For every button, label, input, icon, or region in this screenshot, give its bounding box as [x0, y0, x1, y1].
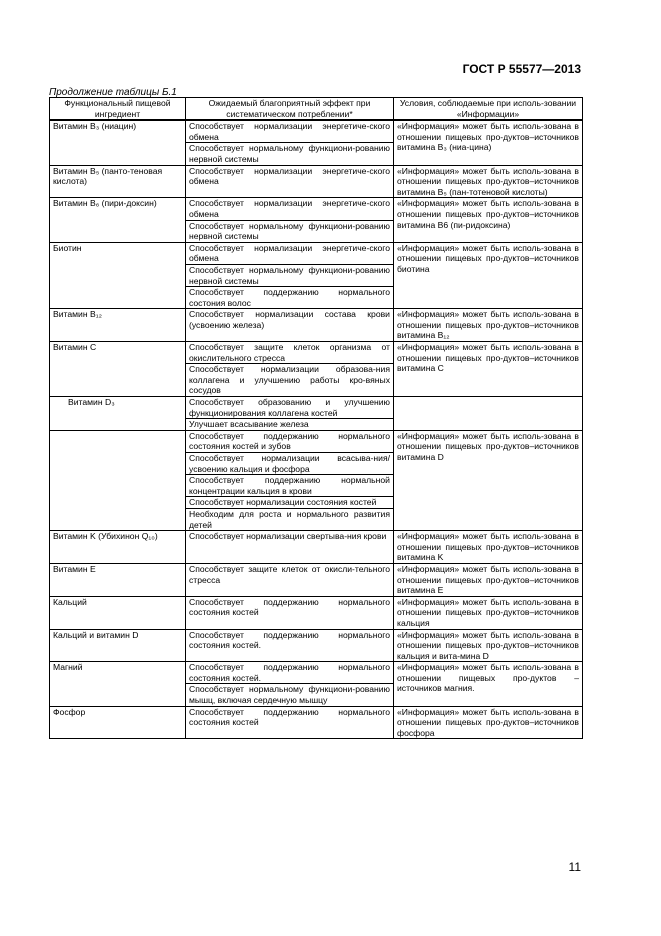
- effect-item: Способствует нормализации энергетиче-ского обмена: [189, 198, 390, 219]
- conditions-cell: «Информация» может быть исполь-зована в отношении пищевых про-дуктов–источников витамина C: [394, 342, 583, 397]
- conditions-cell: «Информация» может быть исполь-зована в отношении пищевых про-дуктов–источников биотина: [394, 242, 583, 309]
- conditions-cell: «Информация» может быть исполь-зована в отношении пищевых про-дуктов–источников витамина B6 (пи-ридоксина): [394, 198, 583, 242]
- table-row: [50, 596, 583, 629]
- effects-cell: [186, 596, 394, 629]
- functional-ingredients-table: [49, 97, 583, 739]
- header-conditions: Условия, соблюдаемые при исполь-зовании «Информации»: [394, 98, 583, 121]
- conditions-cell: «Информация» может быть исполь-зована в отношении пищевых про-дуктов–источников витамина B₅ (пан-тотеновой кислоты): [394, 165, 583, 198]
- effect-item: Способствует поддержанию нормального состония волос: [186, 286, 393, 308]
- document-code: ГОСТ Р 55577—2013: [462, 62, 581, 76]
- effects-cell: [186, 342, 394, 397]
- table-row: [50, 563, 583, 596]
- table-row: [50, 309, 583, 342]
- ingredient-cell: Витамин B₃ (ниацин): [50, 120, 186, 165]
- effect-item: Способствует нормализации энергетиче-ского обмена: [189, 242, 390, 264]
- ingredient-cell: Кальций: [50, 596, 186, 629]
- table-row: [50, 430, 583, 530]
- effects-cell: [186, 706, 394, 739]
- effect-item: Способствует нормализации образова-ния коллагена и улучшению работы кро-вяных сосудов: [186, 363, 393, 396]
- effect-item: Способствует нормализации свертыва-ния крови: [189, 531, 387, 542]
- effects-cell: [186, 563, 394, 596]
- effects-cell: [186, 242, 394, 309]
- effects-cell: [186, 430, 394, 530]
- effect-item: Способствует поддержанию нормального состояния костей: [189, 596, 390, 618]
- effect-item: Улучшает всасывание железа: [186, 418, 393, 430]
- effects-cell: [186, 629, 394, 662]
- effect-item: Способствует нормальному функциони-рованию нервной системы: [186, 220, 393, 242]
- effect-item: Способствует поддержанию нормального состояния костей: [189, 706, 390, 728]
- effect-item: Способствует нормальному функциони-рованию нервной системы: [186, 264, 393, 286]
- effect-item: Необходим для роста и нормального развития детей: [186, 508, 393, 530]
- effect-item: Способствует поддержанию нормального состояния костей и зубов: [189, 430, 390, 452]
- page-number: 11: [568, 860, 581, 874]
- table-row: [50, 706, 583, 739]
- table-header-row: [50, 98, 583, 121]
- ingredient-cell: Витамин E: [50, 563, 186, 596]
- ingredient-cell: Магний: [50, 662, 186, 706]
- header-ingredient: Функциональный пищевой ингредиент: [50, 98, 186, 121]
- ingredient-cell: Фосфор: [50, 706, 186, 739]
- ingredient-cell: Витамин D₃: [50, 397, 186, 431]
- ingredient-cell: Кальций и витамин D: [50, 629, 186, 662]
- effect-item: Способствует нормальному функциони-рованию нервной системы: [186, 142, 393, 164]
- effect-item: Способствует нормализации энергетиче-ского обмена: [189, 121, 390, 142]
- effect-item: Способствует нормализации состояния костей: [186, 496, 393, 508]
- ingredient-cell: Витамин B₅ (панто-теновая кислота): [50, 165, 186, 198]
- effect-item: Способствует нормальному функциони-рованию мышц, включая сердечную мышцу: [186, 683, 393, 705]
- header-effect: Ожидаемый благоприятный эффект при систематическом потреблении*: [186, 98, 394, 121]
- effects-cell: [186, 165, 394, 198]
- effect-item: Способствует поддержанию нормального состояния костей.: [189, 629, 390, 651]
- table-row: [50, 662, 583, 706]
- effect-item: Способствует защите клеток от окисли-тельного стресса: [189, 563, 390, 585]
- conditions-cell: «Информация» может быть исполь-зована в отношении пищевых про-дуктов–источников кальция и вита-мина D: [394, 629, 583, 662]
- effects-cell: [186, 120, 394, 165]
- table-row: [50, 531, 583, 564]
- conditions-cell: «Информация» может быть исполь-зована в отношении пищевых про-дуктов–источников витамина B₁₂: [394, 309, 583, 342]
- conditions-cell: «Информация» может быть исполь-зована в отношении пищевых про-дуктов–источников витамина B₃ (ниа-цина): [394, 120, 583, 165]
- effect-item: Способствует нормализации всасыва-ния/усвоению кальция и фосфора: [186, 452, 393, 474]
- effect-item: Способствует защите клеток организма от окислительного стресса: [189, 342, 390, 363]
- conditions-cell: «Информация» может быть исполь-зована в отношении пищевых про-дуктов–источников витамина K: [394, 531, 583, 564]
- ingredient-cell: Биотин: [50, 242, 186, 309]
- effects-cell: [186, 397, 394, 431]
- effect-item: Способствует поддержанию нормального состояния костей.: [189, 662, 390, 683]
- conditions-cell: «Информация» может быть исполь-зована в отношении пищевых про-дуктов–источников кальция: [394, 596, 583, 629]
- conditions-cell: [394, 397, 583, 431]
- effects-cell: [186, 662, 394, 706]
- effect-item: Способствует поддержанию нормальной концентрации кальция в крови: [186, 474, 393, 496]
- conditions-cell: «Информация» может быть исполь-зована в отношении пищевых про-дуктов–источников фосфора: [394, 706, 583, 739]
- effect-item: Способствует образованию и улучшению функционирования коллагена костей: [189, 397, 390, 418]
- table-caption: Продолжение таблицы Б.1: [49, 87, 177, 98]
- ingredient-cell: Витамин B₁₂: [50, 309, 186, 342]
- effects-cell: [186, 531, 394, 564]
- ingredient-cell: [50, 430, 186, 530]
- ingredient-cell: Витамин C: [50, 342, 186, 397]
- effect-item: Способствует нормализации энергетиче-ского обмена: [189, 165, 390, 187]
- ingredient-cell: Витамин K (Убихинон Q₁₀): [50, 531, 186, 564]
- ingredient-cell: Витамин B₆ (пири-доксин): [50, 198, 186, 242]
- conditions-cell: «Информация» может быть исполь-зована в отношении пищевых про-дуктов–источников витамина D: [394, 430, 583, 530]
- conditions-cell: «Информация» может быть исполь-зована в отношении пищевых про-дуктов–источников витамина E: [394, 563, 583, 596]
- table-row: [50, 242, 583, 309]
- table-row: [50, 397, 583, 431]
- effects-cell: [186, 198, 394, 242]
- table-row: [50, 120, 583, 165]
- effect-item: Способствует нормализации состава крови (усвоению железа): [189, 309, 390, 330]
- table-row: [50, 629, 583, 662]
- table-row: [50, 198, 583, 242]
- effects-cell: [186, 309, 394, 342]
- table-row: [50, 342, 583, 397]
- conditions-cell: «Информация» может быть исполь-зована в отношении пищевых про-дуктов – источников магния.: [394, 662, 583, 706]
- table-row: [50, 165, 583, 198]
